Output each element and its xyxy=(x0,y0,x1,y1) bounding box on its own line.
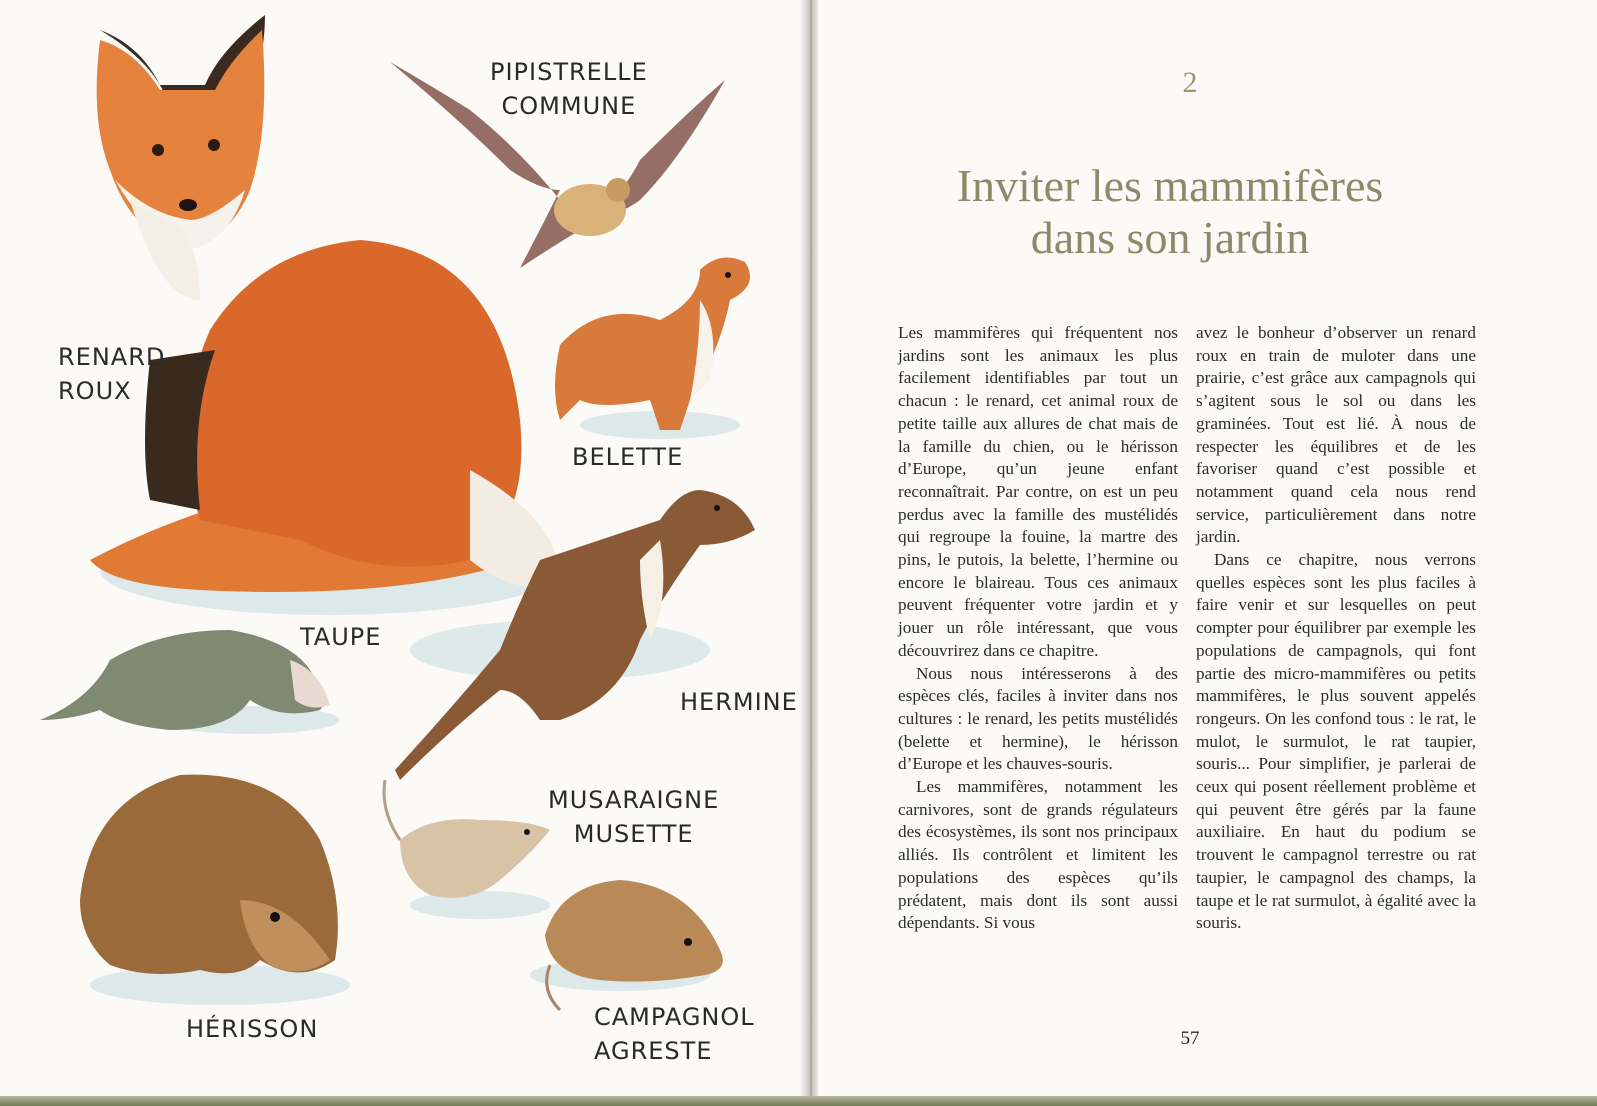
label-campagnol: CAMPAGNOL AGRESTE xyxy=(594,1003,755,1065)
chapter-title: Inviter les mammifères dans son jardin xyxy=(956,160,1384,263)
label-renard: RENARD ROUX xyxy=(58,343,166,405)
book-bottom-edge xyxy=(0,1096,1597,1106)
paragraph: Les mammifères, notamment les carnivores, sont de grands régulateurs des écosystèmes, ils sont nos principaux alliés. Ils contrôlent et limitent les populations des espèces qu’ils prédatent, mais dont ils sont aussi dépendants. Si vous xyxy=(898,777,1178,933)
shrew-illustration xyxy=(384,780,550,919)
hedgehog-illustration xyxy=(80,775,350,1005)
weasel-illustration xyxy=(555,258,750,440)
paragraph: avez le bonheur d’observer un renard roux en train de muloter dans une prairie, c’est grâce aux campagnols qui s’agitent sous le sol ou dans les graminées. Tout est lié. À nous de respecter les équilibres et de les favoriser quand c’est possible et notamment quand cela nous rend service, particulièrement dans notre jardin. xyxy=(1196,323,1476,547)
paragraph: Nous nous intéresserons à des espèces clés, faciles à inviter dans nos cultures : le renard, les petits mustélidés (belette et hermine), le hérisson d’Europe et les chauves-souris. xyxy=(898,663,1178,774)
paragraph: Les mammifères qui fréquentent nos jardins sont les animaux les plus facilement identifiables par tout un chacun : le renard, cet animal roux de petite taille aux allures de chat mais de la famille du chien, ou le hérisson d’Europe, qu’un jeune enfant reconnaîtrait. Par contre, on est un peu perdus avec la famille des mustélidés qui regroupe la fouine, la martre des pins, le putois, la belette, l’hermine ou encore le blaireau. Tous ces animaux peuvent fréquenter votre jardin et y jouer un rôle intéressant, que vous découvrirez dans ce chapitre. xyxy=(898,323,1178,660)
label-belette: BELETTE xyxy=(572,443,684,471)
text-column-left xyxy=(898,322,1178,935)
paragraph: Dans ce chapitre, nous verrons quelles espèces sont les plus faciles à faire venir et sur lesquelles on peut compter pour équilibrer par exemple les populations de campagnols, qui font partie des micro-mammifères ou petits mammifères, le plus souvent appelés rongeurs. On les confond tous : le rat, le mulot, le surmulot, le rat taupier, souris... Pour simplifier, je parlerai de ceux qui posent réellement problème et qui peuvent être gérés par la faune auxiliaire. En haut du podium se trouvent le campagnol terrestre ou rat taupier, le campagnol des champs, la taupe et le rat surmulot, à égalité avec la souris. xyxy=(1196,550,1476,933)
label-herisson: HÉRISSON xyxy=(186,1015,319,1043)
label-taupe: TAUPE xyxy=(300,623,382,651)
label-pipistrelle: PIPISTRELLE COMMUNE xyxy=(490,58,648,120)
vole-illustration xyxy=(530,880,723,1010)
chapter-number: 2 xyxy=(1182,66,1198,99)
label-musaraigne: MUSARAIGNE MUSETTE xyxy=(548,786,720,848)
text-column-right xyxy=(1196,322,1476,935)
page-number: 57 xyxy=(1180,1028,1200,1049)
label-hermine: HERMINE xyxy=(680,688,798,716)
mole-illustration xyxy=(40,630,340,734)
